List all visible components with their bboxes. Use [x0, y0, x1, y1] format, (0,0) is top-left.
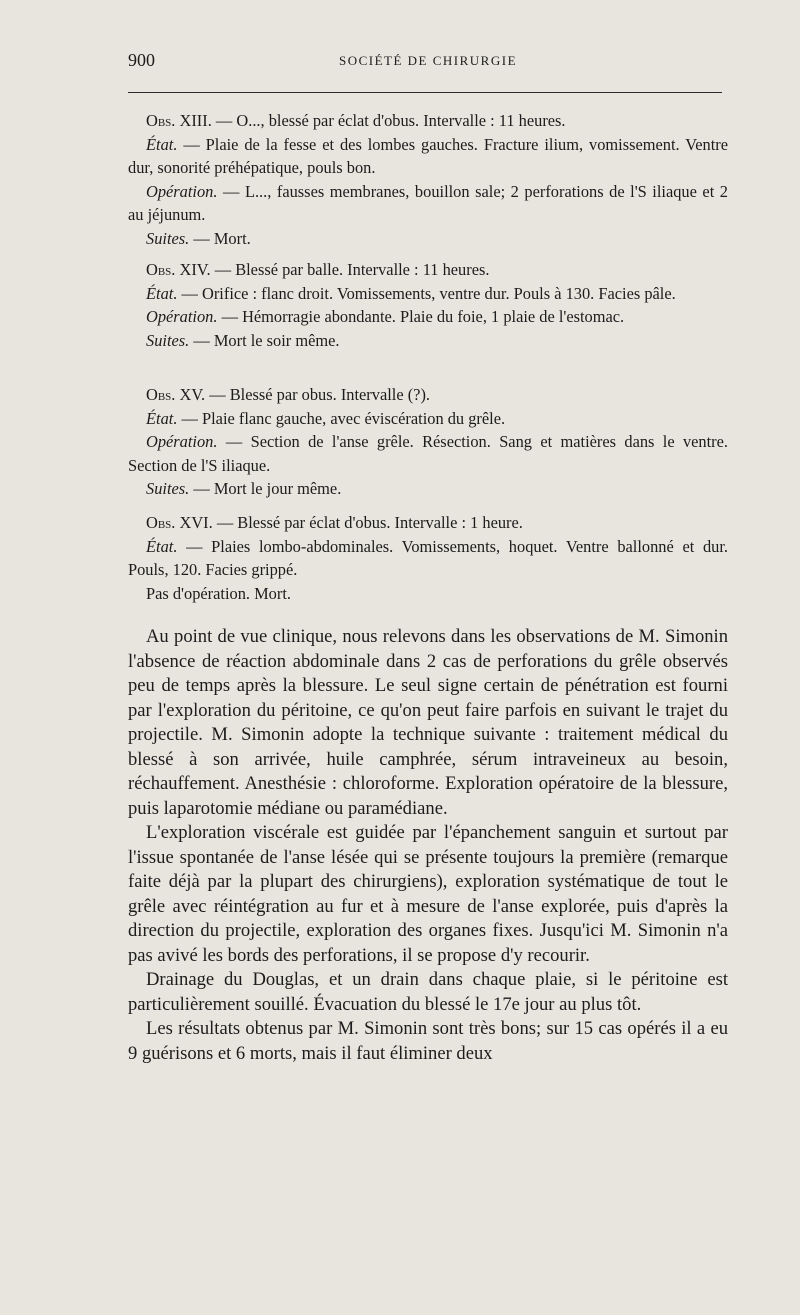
- observation-xv: [128, 383, 728, 501]
- operation-label: Opération.: [146, 307, 218, 326]
- obs-title-text: — Blessé par éclat d'obus. Intervalle : 1 heure.: [212, 513, 523, 532]
- operation-label: Opération.: [146, 432, 218, 451]
- etat-label: État.: [146, 536, 178, 556]
- suites-text: — Mort le soir même.: [189, 330, 340, 350]
- paragraph-drainage: Drainage du Douglas, et un drain dans chaque plaie, si le péritoine est particulièrement souillé. Évacuation du blessé le 17e jour au plus tôt.: [128, 969, 728, 1015]
- suites-text: — Mort le jour même.: [189, 479, 342, 498]
- observation-xvi: [128, 511, 728, 605]
- suites-label: Suites.: [146, 479, 190, 498]
- observation-xiv: [128, 258, 728, 352]
- suites-text: — Mort.: [189, 228, 251, 248]
- etat-label: État.: [146, 134, 178, 154]
- etat-text: — Orifice : flanc droit. Vomissements, ventre dur. Pouls à 130. Facies pâle.: [177, 283, 676, 303]
- etat-label: État.: [146, 408, 178, 428]
- main-body: [128, 625, 728, 1066]
- operation-label: Opération.: [146, 181, 218, 201]
- observation-xiii: [128, 109, 728, 250]
- obs-title-text: — Blessé par obus. Intervalle (?).: [205, 385, 430, 404]
- obs-title-label: Obs. XVI.: [146, 513, 213, 532]
- obs-title-label: Obs. XIII.: [146, 111, 212, 130]
- running-title: SOCIÉTÉ DE CHIRURGIE: [338, 53, 518, 68]
- etat-text: — Plaies lombo-abdominales. Vomissements, hoquet. Ventre ballonné et dur. Pouls, 120. Facies grippé.: [128, 536, 728, 579]
- etat-text: — Plaie flanc gauche, avec éviscération du grêle.: [177, 408, 506, 428]
- etat-text: — Plaie de la fesse et des lombes gauches. Fracture ilium, vomissement. Ventre dur, sonorité préhépatique, pouls bon.: [128, 134, 728, 177]
- etat-label: État.: [146, 283, 178, 303]
- obs-title-text: — O..., blessé par éclat d'obus. Intervalle : 11 heures.: [211, 111, 566, 130]
- operation-text: — Hémorragie abondante. Plaie du foie, 1 plaie de l'estomac.: [217, 307, 625, 326]
- suites-label: Suites.: [146, 228, 190, 248]
- suites-label: Suites.: [146, 330, 190, 350]
- obs-title-text: — Blessé par balle. Intervalle : 11 heures.: [210, 260, 490, 279]
- operation-text: — L..., fausses membranes, bouillon sale; 2 perforations de l'S iliaque et 2 au jéjunum.: [128, 181, 728, 224]
- paragraph-results: Les résultats obtenus par M. Simonin sont très bons; sur 15 cas opérés il a eu 9 guérisons et 6 morts, mais il faut éliminer deux: [128, 1018, 728, 1064]
- no-operation-text: Pas d'opération. Mort.: [146, 583, 291, 603]
- paragraph-exploration: L'exploration viscérale est guidée par l'épanchement sanguin et surtout par l'issue spontanée de l'anse lésée qui se présente toujours la première (remarque faite déjà par la plupart des chirurgiens), exploration systématique de tout le grêle avec réintégration au fur et à mesure de l'anse explorée, puis d'après la direction du projectile, exploration des organes fixes. Jusqu'ici M. Simonin n'a pas avivé les bords des perforations, il se propose d'y recourir.: [128, 822, 728, 966]
- page-header: [128, 50, 728, 80]
- header-rule: [128, 92, 722, 93]
- operation-text: — Section de l'anse grêle. Résection. Sang et matières dans le ventre. Section de l'S iliaque.: [128, 432, 728, 475]
- paragraph-clinical: Au point de vue clinique, nous relevons dans les observations de M. Simonin l'absence de réaction abdominale dans 2 cas de perforations du grêle observés peu de temps après la blessure. Le seul signe certain de pénétration est fourni par l'exploration du péritoine, ce qu'on peut faire parfois en suivant le trajet du projectile. M. Simonin adopte la technique suivante : traitement médical du blessé à son arrivée, huile camphrée, sérum intraveineux au besoin, réchauffement. Anesthésie : chloroforme. Exploration opératoire de la blessure, puis laparotomie médiane ou paramédiane.: [128, 626, 728, 819]
- obs-title-label: Obs. XV.: [146, 385, 206, 404]
- page-number: 900: [128, 50, 155, 70]
- obs-title-label: Obs. XIV.: [146, 260, 211, 279]
